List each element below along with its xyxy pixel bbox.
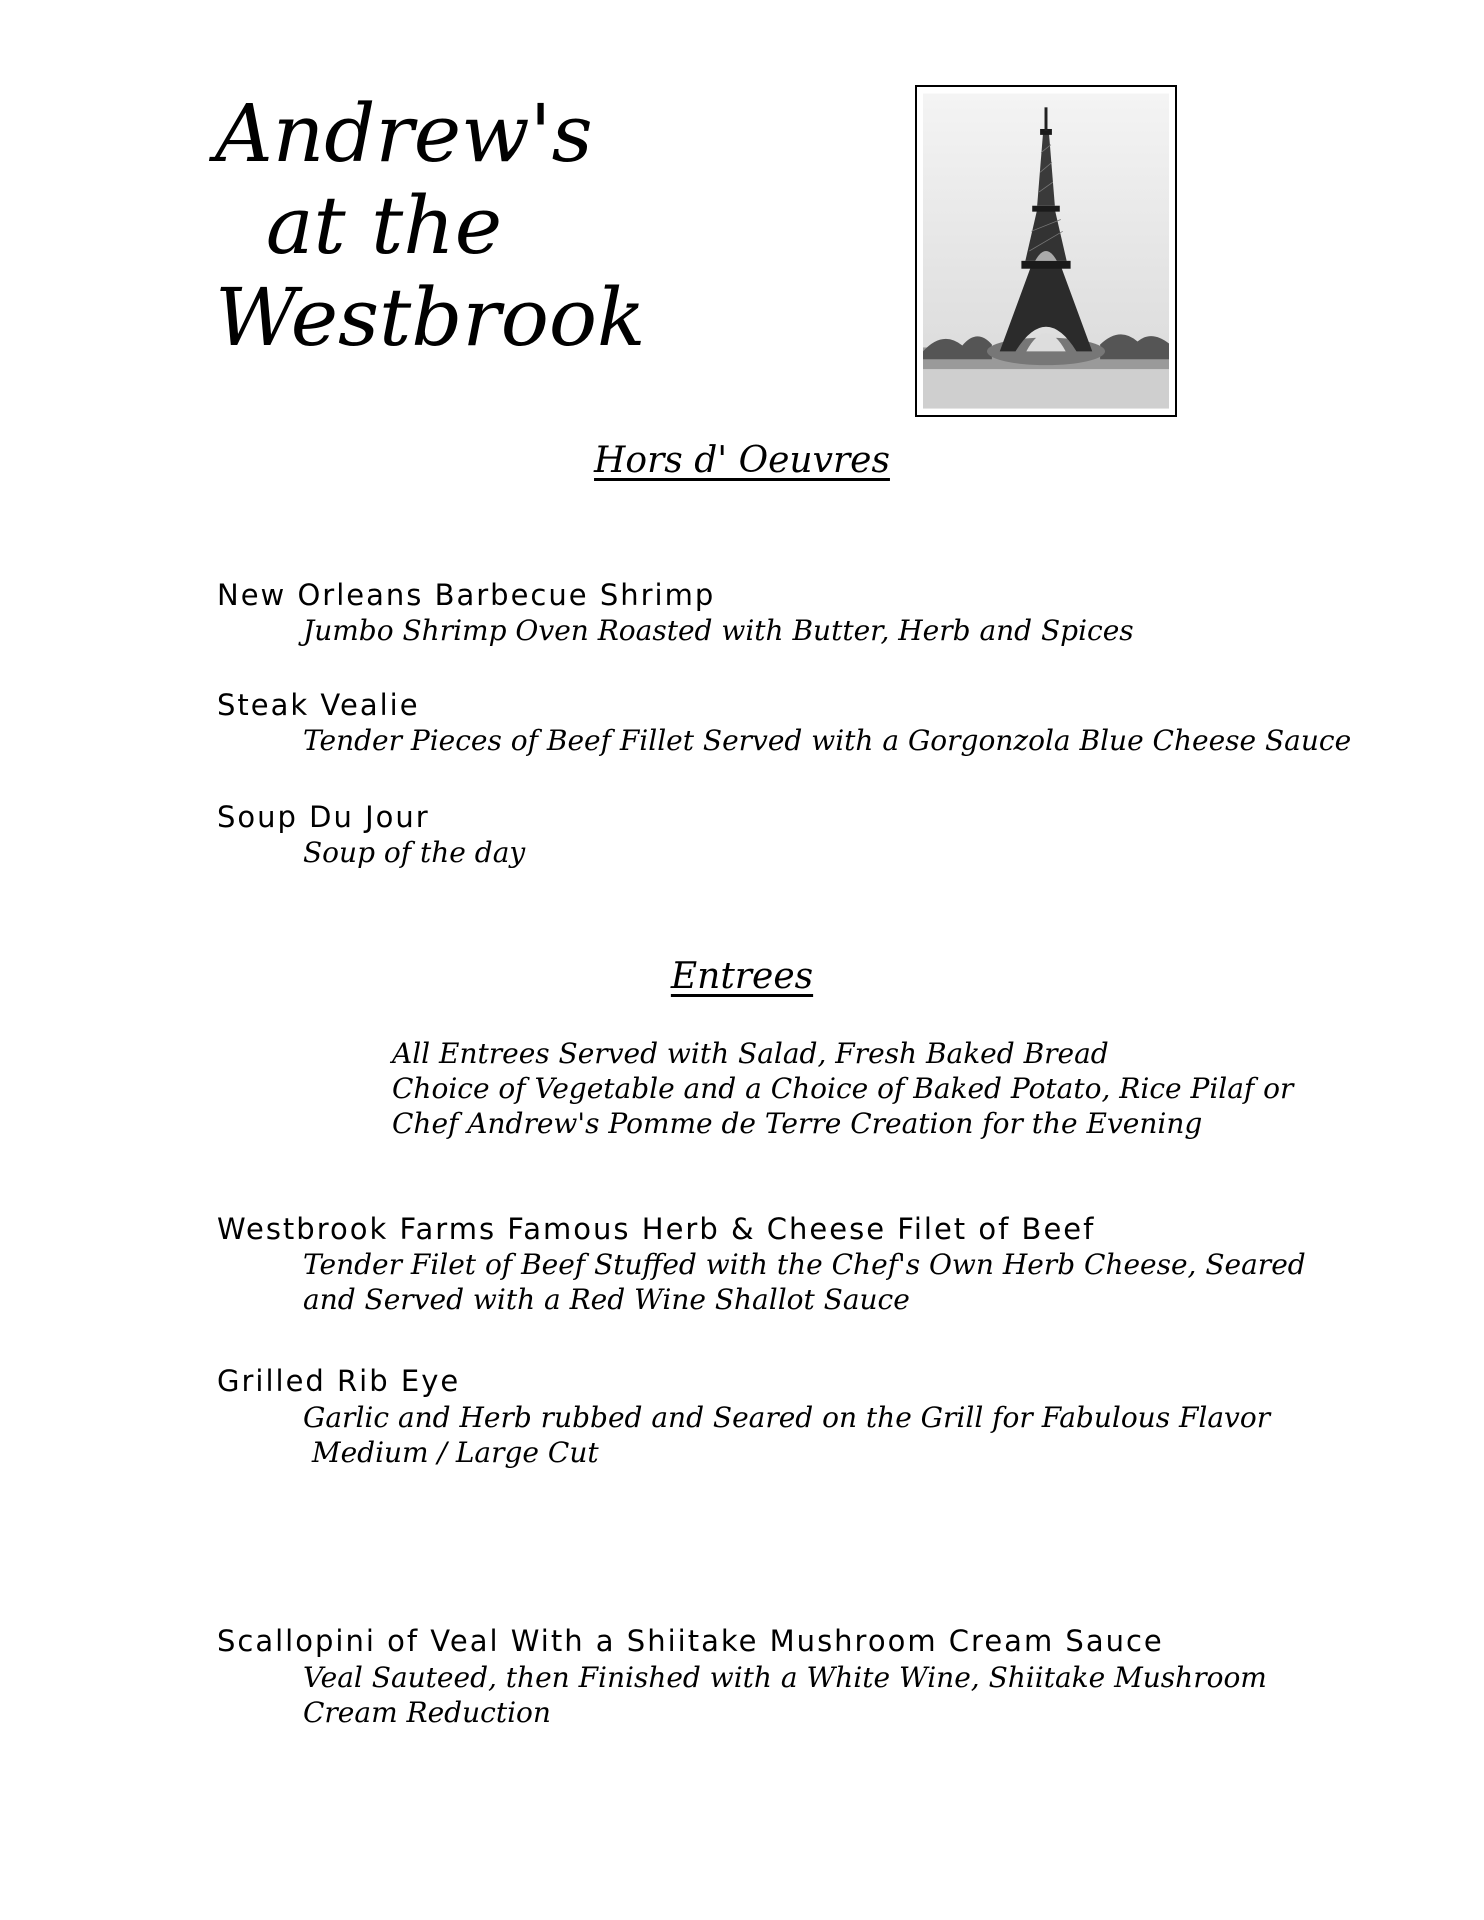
eiffel-tower-icon — [923, 93, 1169, 409]
title-line: at the — [215, 179, 503, 272]
title-line: Westbrook — [215, 271, 646, 364]
note-line: Chef Andrew's Pomme de Terre Creation for the Evening — [392, 1107, 1203, 1140]
entrees-note — [392, 1036, 1293, 1141]
menu-item-name: Soup Du Jour — [217, 800, 430, 834]
menu-item-description: Jumbo Shrimp Oven Roasted with Butter, Herb and Spices — [303, 614, 1134, 647]
entrees-heading: Entrees — [670, 956, 814, 997]
menu-item-name: Steak Vealie — [217, 688, 420, 722]
menu-item-description: Soup of the day — [303, 836, 526, 869]
restaurant-title — [215, 88, 646, 364]
note-line: All Entrees Served with Salad, Fresh Baked Bread — [392, 1037, 1109, 1070]
menu-item-name: New Orleans Barbecue Shrimp — [217, 578, 716, 612]
note-line: Choice of Vegetable and a Choice of Baked Potato, Rice Pilaf or — [392, 1072, 1294, 1105]
menu-item-description: Tender Filet of Beef Stuffed with the Chef's Own Herb Cheese, Seared and Served with a Red Wine Shallot Sauce — [303, 1248, 1306, 1316]
hors-doeuvres-heading: Hors d' Oeuvres — [594, 440, 890, 481]
menu-item-description: Garlic and Herb rubbed and Seared on the Grill for Fabulous Flavor Medium / Large Cut — [303, 1401, 1271, 1469]
menu-item-name: Westbrook Farms Famous Herb & Cheese Filet of Beef — [217, 1212, 1096, 1246]
title-line: Andrew's — [215, 87, 593, 180]
menu-item-name: Scallopini of Veal With a Shiitake Mushroom Cream Sauce — [217, 1624, 1164, 1658]
menu-item-name: Grilled Rib Eye — [217, 1364, 461, 1398]
menu-item-description: Tender Pieces of Beef Fillet Served with a Gorgonzola Blue Cheese Sauce — [303, 724, 1352, 757]
eiffel-tower-photo — [915, 85, 1177, 417]
menu-item-description: Veal Sauteed, then Finished with a White Wine, Shiitake Mushroom Cream Reduction — [303, 1661, 1267, 1729]
